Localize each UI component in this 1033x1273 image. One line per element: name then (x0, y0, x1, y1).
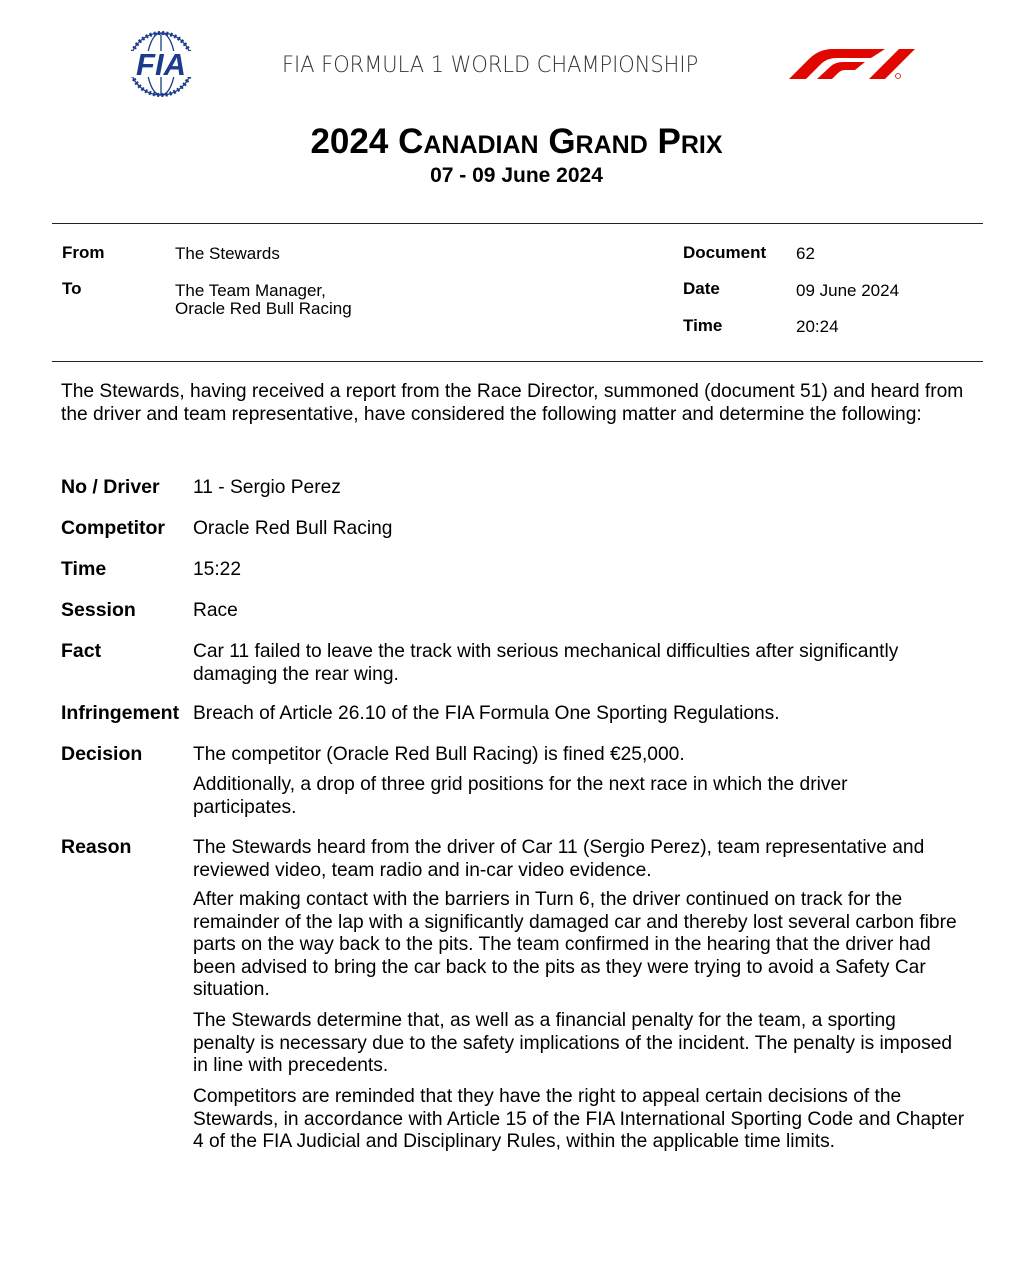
event-year: 2024 (310, 122, 389, 161)
to-label: To (62, 279, 82, 298)
date-label: Date (683, 279, 720, 298)
decision-label: Decision (61, 743, 143, 765)
from-label: From (62, 243, 105, 262)
from-value: The Stewards (175, 244, 280, 263)
intro-paragraph: The Stewards, having received a report from the Race Director, summoned (document 51) and heard from the driver and team representative, have considered the following matter and determine the following: (61, 381, 964, 425)
event-title (0, 122, 1033, 162)
infringement-value: Breach of Article 26.10 of the FIA Formula One Sporting Regulations. (193, 703, 780, 724)
divider-bottom (52, 361, 983, 362)
reason-paragraph-1: The Stewards heard from the driver of Car 11 (Sergio Perez), team representative and reviewed video, team radio and in-car video evidence. (193, 837, 925, 881)
to-value-line1: The Team Manager, (175, 281, 326, 300)
championship-title: FIA FORMULA 1 WORLD CHAMPIONSHIP (282, 52, 699, 78)
fact-value: Car 11 failed to leave the track with serious mechanical difficulties after significantly damaging the rear wing. (193, 641, 899, 685)
to-value-line2: Oracle Red Bull Racing (175, 299, 352, 318)
session-value: Race (193, 600, 238, 621)
time-label: Time (683, 316, 723, 335)
reason-paragraph-2: After making contact with the barriers in Turn 6, the driver continued on track for the remainder of the lap with a significantly damaged car and thereby lost several carbon fibre parts on the way back to the pits. The team confirmed in the hearing that the driver had been advised to bring the car back to the pits as they were trying to avoid a Safety Car situation. (193, 889, 957, 1000)
session-label: Session (61, 599, 136, 621)
decision-line-2: Additionally, a drop of three grid positions for the next race in which the driver participates. (193, 774, 848, 818)
event-name: Canadian Grand Prix (398, 122, 723, 161)
driver-label: No / Driver (61, 476, 160, 498)
reason-paragraph-4: Competitors are reminded that they have the right to appeal certain decisions of the Stewards, in accordance with Article 15 of the FIA International Sporting Code and Chapter 4 of the FIA Judicial and Disciplinary Rules, within the applicable time limits. (193, 1086, 965, 1152)
fact-label: Fact (61, 640, 102, 662)
event-dates: 07 - 09 June 2024 (430, 164, 603, 187)
reason-paragraph-3: The Stewards determine that, as well as a financial penalty for the team, a sporting penalty is necessary due to the safety implications of the incident. The penalty is imposed in line with precedents. (193, 1010, 953, 1076)
time-value: 20:24 (796, 317, 839, 336)
fia-logo-text: FIA (136, 47, 186, 82)
f1-logo-icon (787, 46, 919, 82)
incident-time-label: Time (61, 558, 107, 580)
decision-line-1: The competitor (Oracle Red Bull Racing) is fined €25,000. (193, 744, 685, 765)
document-label: Document (683, 243, 767, 262)
reason-label: Reason (61, 836, 132, 858)
incident-time-value: 15:22 (193, 559, 242, 580)
infringement-label: Infringement (61, 702, 180, 724)
document-value: 62 (796, 244, 815, 263)
divider-top (52, 223, 983, 224)
fia-logo-icon (116, 31, 206, 97)
driver-value: 11 - Sergio Perez (193, 477, 341, 498)
date-value: 09 June 2024 (796, 281, 900, 300)
competitor-label: Competitor (61, 517, 165, 539)
competitor-value: Oracle Red Bull Racing (193, 518, 393, 539)
